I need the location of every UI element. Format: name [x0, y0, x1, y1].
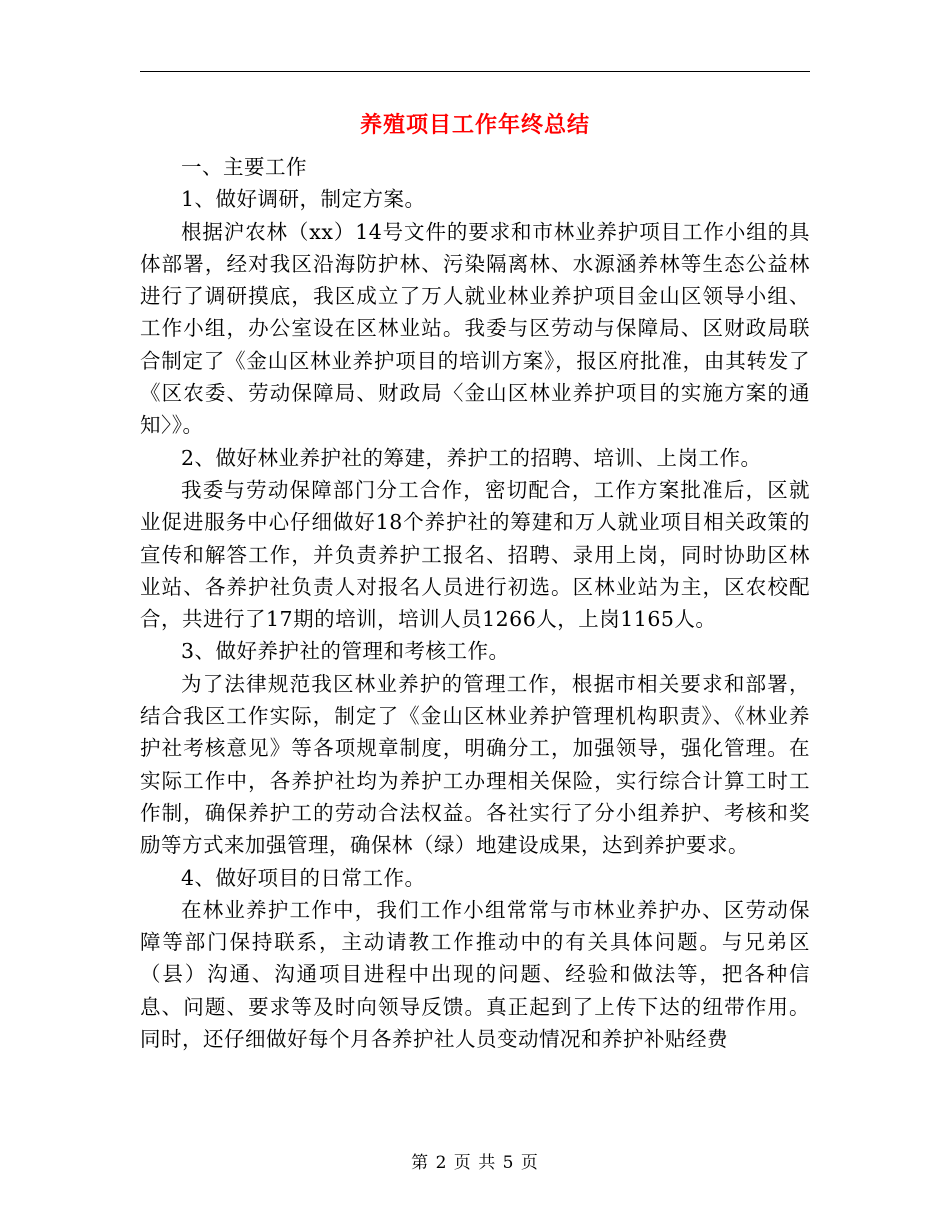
body-paragraph: 根据沪农林（xx）14号文件的要求和市林业养护项目工作小组的具体部署，经对我区沿海防护林、污染隔离林、水源涵养林等生态公益林进行了调研摸底，我区成立了万人就业林业养护项目金山区领导小组、工作小组，办公室设在区林业站。我委与区劳动与保障局、区财政局联合制定了《金山区林业养护项目的培训方案》，报区府批准，由其转发了《区农委、劳动保障局、财政局〈金山区林业养护项目的实施方案的通知〉》。 — [140, 219, 810, 438]
body-paragraph: 我委与劳动保障部门分工合作，密切配合，工作方案批准后，区就业促进服务中心仔细做好18个养护社的筹建和万人就业项目相关政策的宣传和解答工作，并负责养护工报名、招聘、录用上岗，同时协助区林业站、各养护社负责人对报名人员进行初选。区林业站为主，区农校配合，共进行了17期的培训，培训人员1266人，上岗1165人。 — [140, 477, 810, 632]
body-paragraph: 在林业养护工作中，我们工作小组常常与市林业养护办、区劳动保障等部门保持联系，主动请教工作推动中的有关具体问题。与兄弟区（县）沟通、沟通项目进程中出现的问题、经验和做法等，把各种信息、问题、要求等及时向领导反馈。真正起到了上传下达的纽带作用。同时，还仔细做好每个月各养护社人员变动情况和养护补贴经费 — [140, 897, 810, 1052]
section-heading: 一、主要工作 — [181, 155, 307, 179]
header-rule — [140, 71, 810, 72]
page-number: 第 2 页 共 5 页 — [411, 1153, 539, 1173]
item-heading: 1、做好调研，制定方案。 — [181, 187, 426, 212]
document-title: 养殖项目工作年终总结 — [359, 113, 590, 138]
item-heading: 2、做好林业养护社的筹建，养护工的招聘、培训、上岗工作。 — [181, 445, 762, 470]
body-paragraph: 为了法律规范我区林业养护的管理工作，根据市相关要求和部署，结合我区工作实际，制定了《金山区林业养护管理机构职责》、《林业养护社考核意见》等各项规章制度，明确分工，加强领导，强化管理。在实际工作中，各养护社均为养护工办理相关保险，实行综合计算工时工作制，确保养护工的劳动合法权益。各社实行了分小组养护、考核和奖励等方式来加强管理，确保林（绿）地建设成果，达到养护要求。 — [140, 671, 810, 858]
item-heading: 4、做好项目的日常工作。 — [181, 865, 426, 890]
document-body — [140, 151, 810, 1055]
item-heading: 3、做好养护社的管理和考核工作。 — [181, 639, 510, 664]
